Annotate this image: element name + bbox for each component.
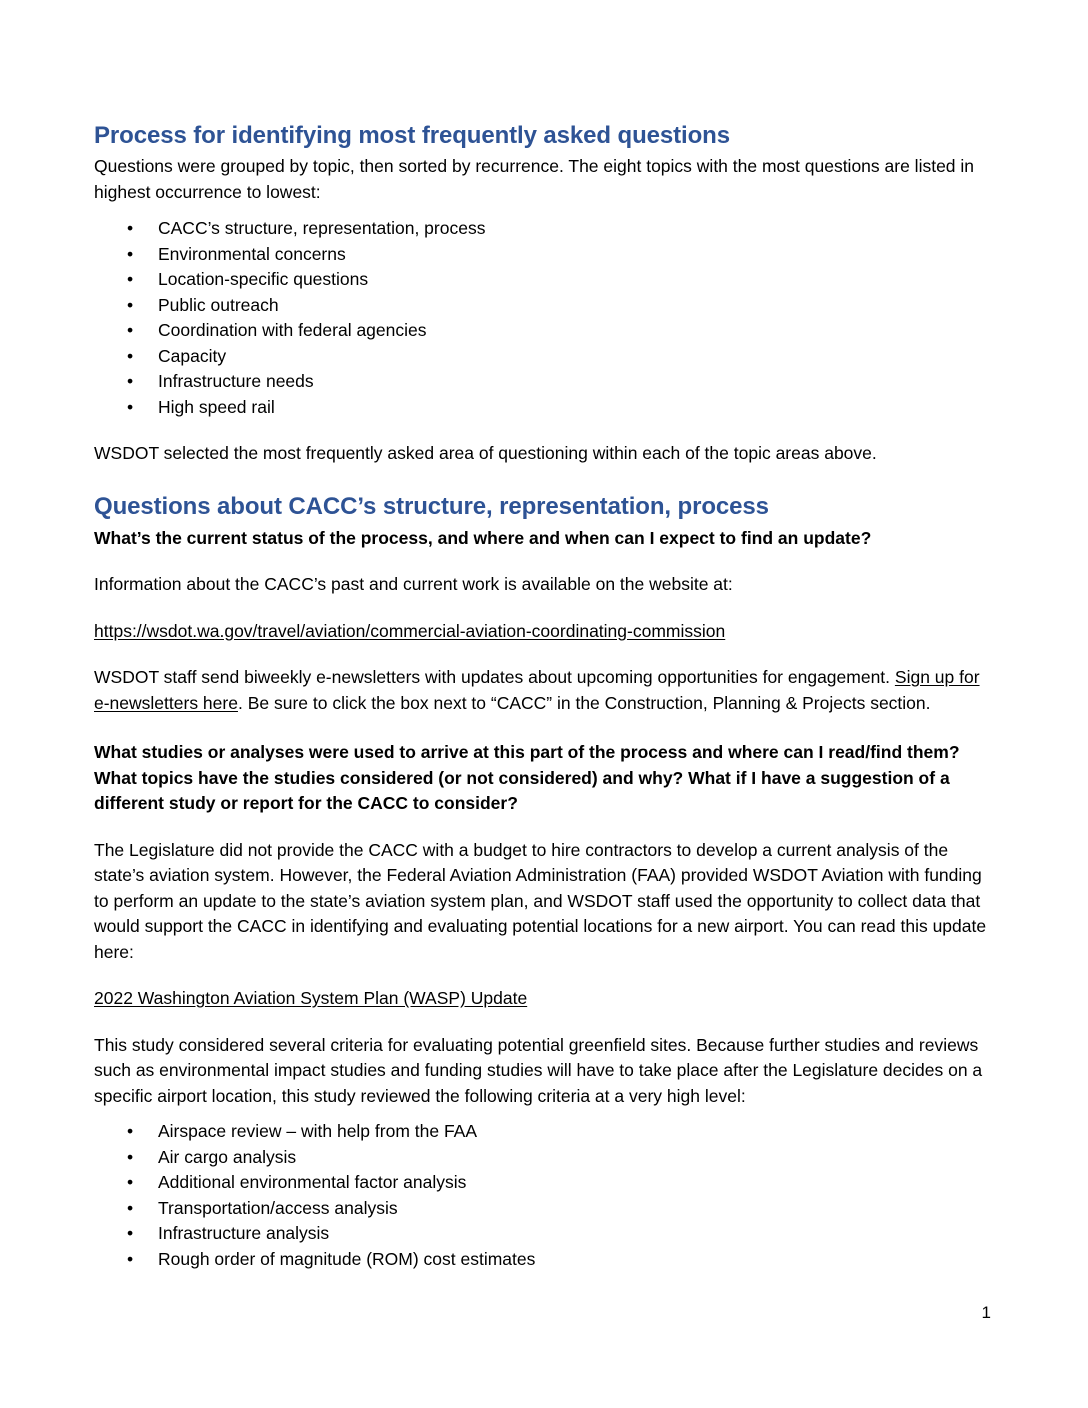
list-item (94, 318, 991, 344)
list-item (94, 344, 991, 370)
list-item (94, 1247, 991, 1273)
website-link-paragraph (94, 619, 991, 645)
list-item-label: Location-specific questions (158, 269, 369, 289)
list-item (94, 395, 991, 421)
bullet-icon: • (127, 1121, 134, 1141)
list-item (94, 293, 991, 319)
wasp-link-paragraph (94, 986, 991, 1012)
list-item-label: Environmental concerns (158, 243, 346, 264)
list-item (94, 216, 991, 242)
list-item-label: Air cargo analysis (158, 1146, 297, 1167)
question-current-status: What’s the current status of the process, and where and when can I expect to find an update? (94, 527, 872, 548)
list-item-label: High speed rail (158, 396, 275, 417)
list-item-label: Infrastructure analysis (158, 1223, 330, 1243)
bullet-icon: • (127, 218, 134, 238)
bullet-icon: • (127, 1172, 134, 1192)
list-item (94, 1221, 991, 1247)
criteria-list (94, 1119, 991, 1272)
bullet-icon: • (127, 396, 134, 417)
bullet-icon: • (127, 269, 134, 289)
bullet-icon: • (127, 1146, 134, 1167)
answer-website-intro: Information about the CACC’s past and current work is available on the website at: (94, 574, 733, 594)
list-item (94, 1119, 991, 1145)
list-item (94, 267, 991, 293)
newsletter-text-part2: . Be sure to click the box next to “CACC” in the Construction, Planning & Projects section. (237, 692, 931, 713)
list-item-label: Transportation/access analysis (158, 1197, 398, 1218)
section-heading-process: Process for identifying most frequently asked questions (94, 122, 730, 149)
list-item-label: Rough order of magnitude (ROM) cost estimates (158, 1248, 536, 1269)
newsletter-signup-link[interactable]: Sign up for e-newsletters here (94, 667, 980, 713)
list-item-label: Airspace review – with help from the FAA (158, 1121, 478, 1141)
answer-legislature-paragraph: The Legislature did not provide the CACC with a budget to hire contractors to develop a current analysis of the state’s aviation system. However, the Federal Aviation Administration (FAA) provided WSDOT Aviation with funding to perform an update to the state’s aviation system plan, and WSDOT staff used the opportunity to collect data that would support the CACC in identifying and evaluating potential locations for a new airport. You can read this update here: (94, 839, 987, 962)
list-item-label: Additional environmental factor analysis (158, 1172, 467, 1192)
bullet-icon: • (127, 1248, 134, 1269)
list-item (94, 369, 991, 395)
newsletter-text-part1: WSDOT staff send biweekly e-newsletters with updates about upcoming opportunities for engagement. (94, 667, 895, 687)
answer-criteria-intro: This study considered several criteria for evaluating potential greenfield sites. Because further studies and reviews such as environmental impact studies and funding studies will have to take place after the Legislature decides on a specific airport location, this study reviewed the following criteria at a very high level: (94, 1034, 983, 1106)
list-item-label: Coordination with federal agencies (158, 320, 427, 340)
question-studies-analyses: What studies or analyses were used to arrive at this part of the process and where can I read/find them? What topics have the studies considered (or not considered) and why? What if I have a suggestion of a different study or report for the CACC to consider? (94, 742, 960, 813)
list-item-label: Capacity (158, 345, 227, 366)
bullet-icon: • (127, 320, 134, 340)
list-item-label: CACC’s structure, representation, process (158, 218, 486, 238)
bullet-icon: • (127, 345, 134, 366)
page-number: 1 (981, 1303, 991, 1322)
list-item-label: Infrastructure needs (158, 371, 314, 391)
list-item (94, 1170, 991, 1196)
cacc-website-link[interactable]: https://wsdot.wa.gov/travel/aviation/commercial-aviation-coordinating-commission (94, 620, 726, 641)
intro-paragraph: Questions were grouped by topic, then sorted by recurrence. The eight topics with the most questions are listed in highest occurrence to lowest: (94, 156, 975, 202)
list-item (94, 1196, 991, 1222)
list-item-label: Public outreach (158, 294, 279, 315)
document-content (94, 122, 991, 1272)
bullet-icon: • (127, 294, 134, 315)
bullet-icon: • (127, 1197, 134, 1218)
section-heading-questions: Questions about CACC’s structure, representation, process (94, 492, 769, 520)
bullet-icon: • (127, 243, 134, 264)
topics-list (94, 216, 991, 420)
list-item (94, 242, 991, 268)
answer-newsletter-paragraph (94, 665, 991, 716)
wasp-update-link[interactable]: 2022 Washington Aviation System Plan (WASP) Update (94, 988, 528, 1008)
section1-closing-paragraph: WSDOT selected the most frequently asked area of questioning within each of the topic areas above. (94, 443, 877, 463)
bullet-icon: • (127, 371, 134, 391)
list-item (94, 1145, 991, 1171)
bullet-icon: • (127, 1223, 134, 1243)
